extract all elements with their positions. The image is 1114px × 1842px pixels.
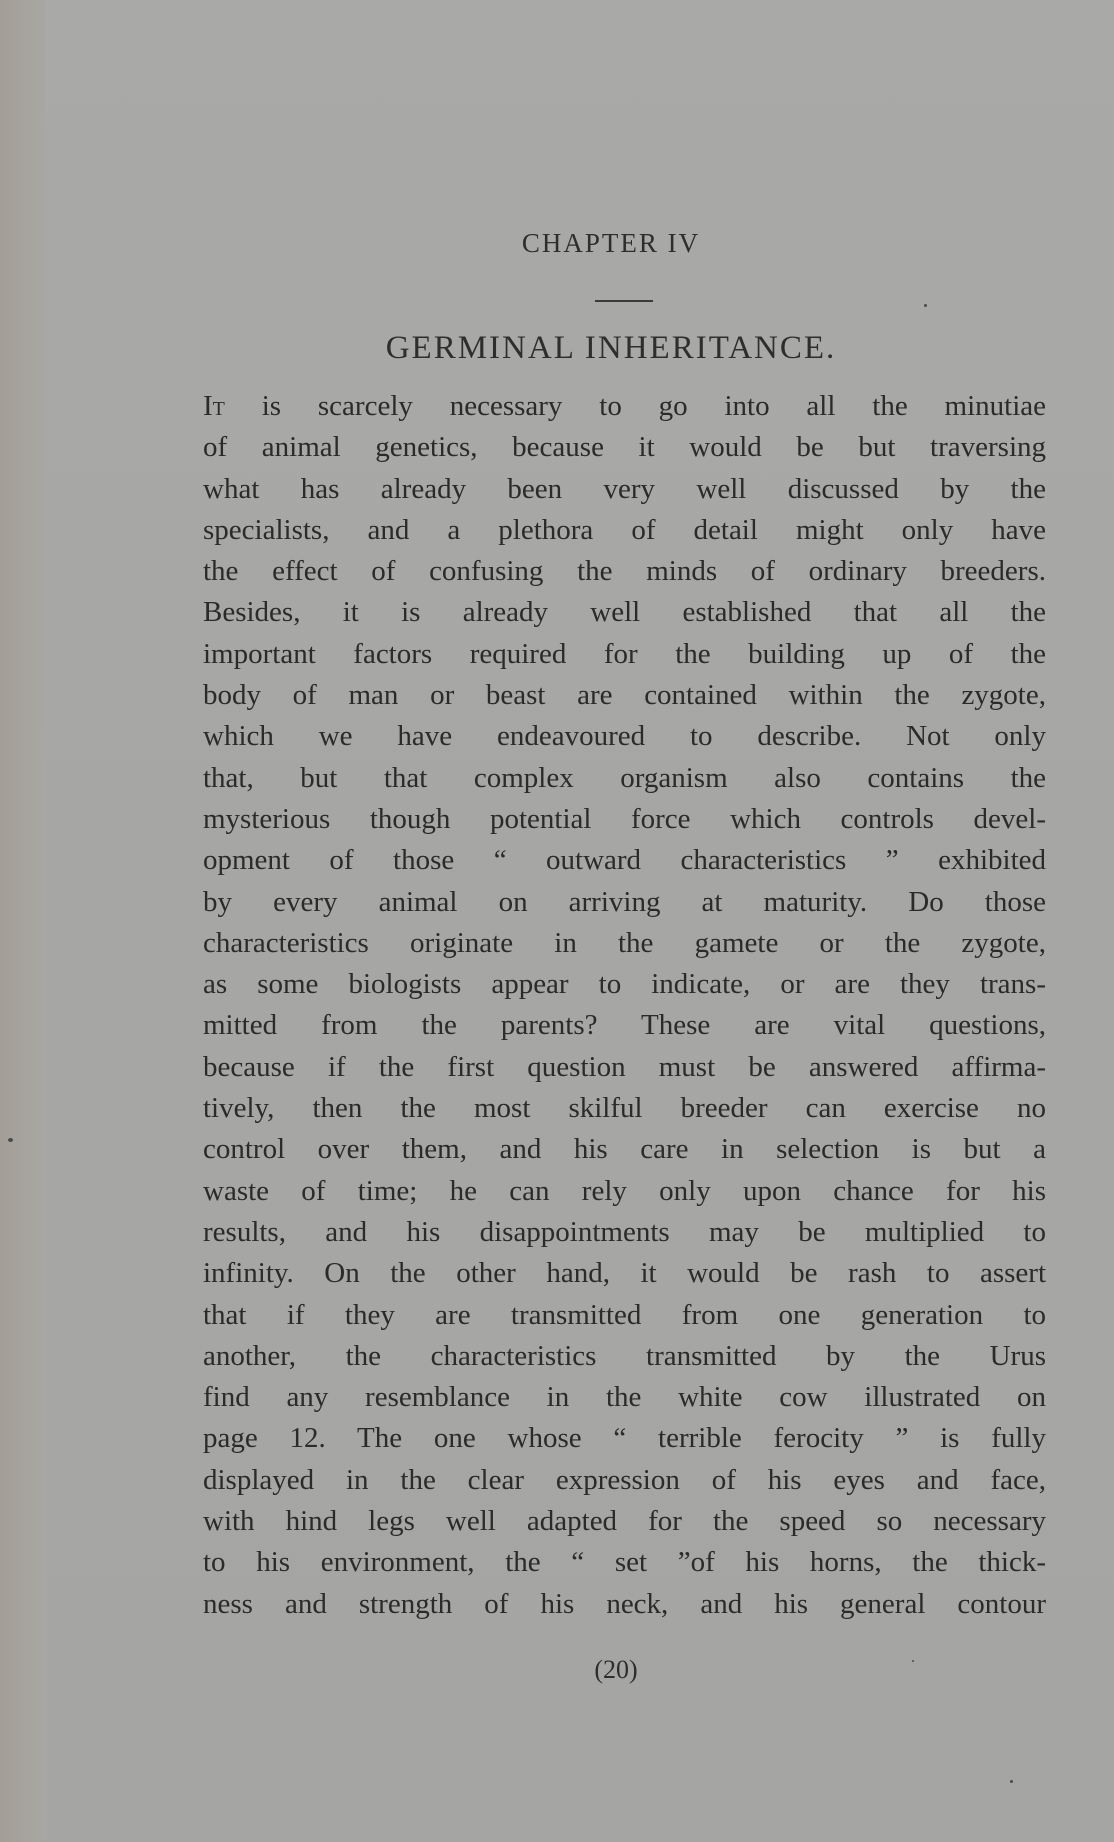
text-line-25: find any resemblance in the white cow illustrated on [203, 1381, 1046, 1414]
text-line-16: mitted from the parents? These are vital questions, [203, 1009, 1046, 1042]
text-line-2: of animal genetics, because it would be but traversing [203, 431, 1046, 464]
body-text [203, 386, 1046, 1625]
text-line-27: displayed in the clear expression of his eyes and face, [203, 1463, 1046, 1496]
chapter-heading: CHAPTER IV [521, 228, 701, 258]
text-line-22: infinity. On the other hand, it would be rash to assert [203, 1257, 1046, 1290]
heading-rule [595, 300, 653, 302]
text-line-13: by every animal on arriving at maturity. Do those [203, 885, 1046, 918]
drop-word: It [203, 390, 225, 422]
page-number: (20) [594, 1655, 638, 1684]
text-line-29: to his environment, the “ set ”of his horns, the thick- [203, 1546, 1046, 1579]
text-line-28: with hind legs well adapted for the speed so necessary [203, 1505, 1046, 1538]
text-line-23: that if they are transmitted from one generation to [203, 1298, 1046, 1331]
text-line-1-rest: is scarcely necessary to go into all the minutiae [224, 390, 1046, 422]
text-line-15: as some biologists appear to indicate, or are they trans- [203, 968, 1046, 1001]
text-line-20: waste of time; he can rely only upon chance for his [203, 1174, 1046, 1207]
text-line-9: which we have endeavoured to describe. Not only [203, 720, 1046, 753]
text-line-18: tively, then the most skilful breeder can exercise no [203, 1092, 1046, 1125]
section-title: GERMINAL INHERITANCE. [385, 330, 837, 366]
text-line-17: because if the first question must be answered affirma- [203, 1050, 1046, 1083]
text-line-12: opment of those “ outward characteristics ” exhibited [203, 844, 1046, 877]
text-line-3: what has already been very well discussed by the [203, 472, 1046, 505]
text-line-1 [203, 386, 1046, 427]
text-line-30: ness and strength of his neck, and his general contour [203, 1587, 1046, 1620]
text-line-10: that, but that complex organism also contains the [203, 761, 1046, 794]
page-gutter [0, 0, 46, 1842]
text-line-26: page 12. The one whose “ terrible ferocity ” is fully [203, 1422, 1046, 1455]
text-line-6: Besides, it is already well established that all the [203, 596, 1046, 629]
text-line-21: results, and his disappointments may be multiplied to [203, 1215, 1046, 1248]
text-line-4: specialists, and a plethora of detail might only have [203, 513, 1046, 546]
text-line-19: control over them, and his care in selection is but a [203, 1133, 1046, 1166]
text-line-24: another, the characteristics transmitted by the Urus [203, 1339, 1046, 1372]
text-line-5: the effect of confusing the minds of ordinary breeders. [203, 555, 1046, 588]
text-line-14: characteristics originate in the gamete or the zygote, [203, 926, 1046, 959]
paper-speck [8, 1138, 13, 1142]
text-line-11: mysterious though potential force which controls devel- [203, 802, 1046, 835]
paper-speck [924, 304, 927, 307]
paper-speck [1010, 1780, 1013, 1783]
text-line-8: body of man or beast are contained within the zygote, [203, 679, 1046, 712]
text-line-7: important factors required for the building up of the [203, 637, 1046, 670]
paper-speck [912, 1660, 914, 1662]
